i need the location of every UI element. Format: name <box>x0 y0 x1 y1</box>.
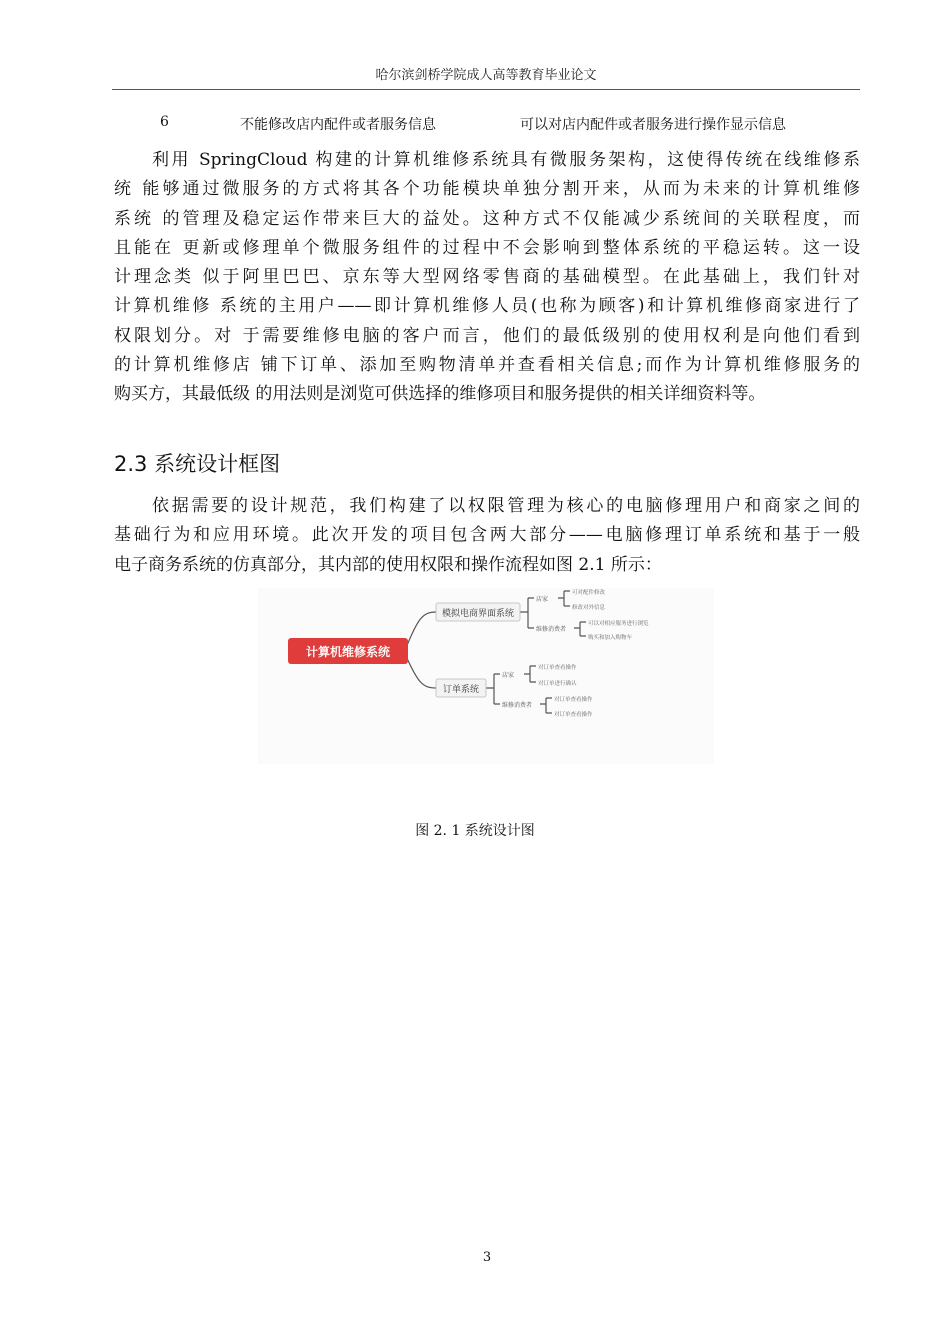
sub-node-label: 维修消费者 <box>536 626 567 633</box>
paragraph-line: 的计算机维修店 铺下订单、添加至购物清单并查看相关信息;而作为计算机维修服务的 <box>114 355 860 376</box>
figure-caption: 图 2. 1 系统设计图 <box>415 823 535 839</box>
paragraph-springcloud <box>114 146 860 410</box>
paragraph-line: 统 能够通过微服务的方式将其各个功能模块单独分割开来，从而为未来的计算机维修 <box>114 179 860 200</box>
table-cell-admin: 可以对店内配件或者服务进行操作显示信息 <box>520 117 786 133</box>
section-heading: 2.3 系统设计框图 <box>114 452 281 476</box>
mindmap-diagram <box>258 588 714 764</box>
connector-line <box>406 656 436 688</box>
paragraph-line: 购买方，其最低级 的用法则是浏览可供选择的维修项目和服务提供的相关详细资料等。 <box>114 384 766 405</box>
connector-line <box>486 674 500 704</box>
paragraph-line: 系统 的管理及稳定运作带来巨大的益处。这种方式不仅能减少系统间的关联程度，而 <box>114 208 860 229</box>
leaf-node-label: 对订单进行确认 <box>538 681 577 687</box>
table-cell-merchant: 不能修改店内配件或者服务信息 <box>240 117 436 133</box>
header-rule <box>112 89 860 90</box>
connector-line <box>558 591 570 606</box>
leaf-node-label: 对订单查看操作 <box>538 665 577 671</box>
branch-node-label: 订单系统 <box>442 685 480 695</box>
paragraph-line: 权限划分。对 于需要维修电脑的客户而言，他们的最低级别的使用权利是向他们看到 <box>114 325 860 346</box>
sub-node-label: 维修消费者 <box>502 702 533 709</box>
leaf-node-label: 对订单查看操作 <box>554 697 593 703</box>
table-cell-index: 6 <box>160 114 169 130</box>
root-node-label: 计算机维修系统 <box>305 645 391 659</box>
leaf-node-label: 购买和加入购物车 <box>588 635 633 641</box>
leaf-node-label: 修改对外信息 <box>572 605 606 611</box>
leaf-node-label: 可以对相应服务进行浏览 <box>588 621 649 627</box>
paragraph-line: 利用 SpringCloud 构建的计算机维修系统具有微服务架构，这使得传统在线维修系 <box>152 150 860 170</box>
sub-node-label: 店家 <box>502 672 515 679</box>
paragraph-line: 依据需要的设计规范，我们构建了以权限管理为核心的电脑修理用户和商家之间的 <box>152 496 860 516</box>
paragraph-line: 且能在 更新或修理单个微服务组件的过程中不会影响到整体系统的平稳运转。这一设 <box>114 237 860 258</box>
running-header: 哈尔滨剑桥学院成人高等教育毕业论文 <box>375 68 597 83</box>
connector-line <box>520 598 534 628</box>
paragraph-line: 基础行为和应用环境。此次开发的项目包含两大部分——电脑修理订单系统和基于一般 <box>114 525 860 546</box>
paragraph-line: 计理念类 似于阿里巴巴、京东等大型网络零售商的基础模型。在此基础上，我们针对 <box>114 267 860 288</box>
paragraph-line: 电子商务系统的仿真部分，其内部的使用权限和操作流程如图 2.1 所示： <box>114 554 662 575</box>
table-row <box>112 114 860 136</box>
paragraph-design <box>114 492 860 580</box>
connector-line <box>524 666 536 682</box>
connector-line <box>540 698 552 713</box>
paragraph-line: 计算机维修 系统的主用户——即计算机维修人员(也称为顾客)和计算机维修商家进行了 <box>114 296 860 317</box>
connector-line <box>406 612 436 648</box>
sub-node-label: 店家 <box>536 596 549 603</box>
leaf-node-label: 可对配件修改 <box>572 590 606 596</box>
connector-line <box>574 622 586 636</box>
leaf-node-label: 对订单查看操作 <box>554 712 593 718</box>
branch-node-label: 模拟电商界面系统 <box>441 609 515 619</box>
page-number: 3 <box>482 1250 492 1265</box>
system-design-figure <box>258 588 714 764</box>
